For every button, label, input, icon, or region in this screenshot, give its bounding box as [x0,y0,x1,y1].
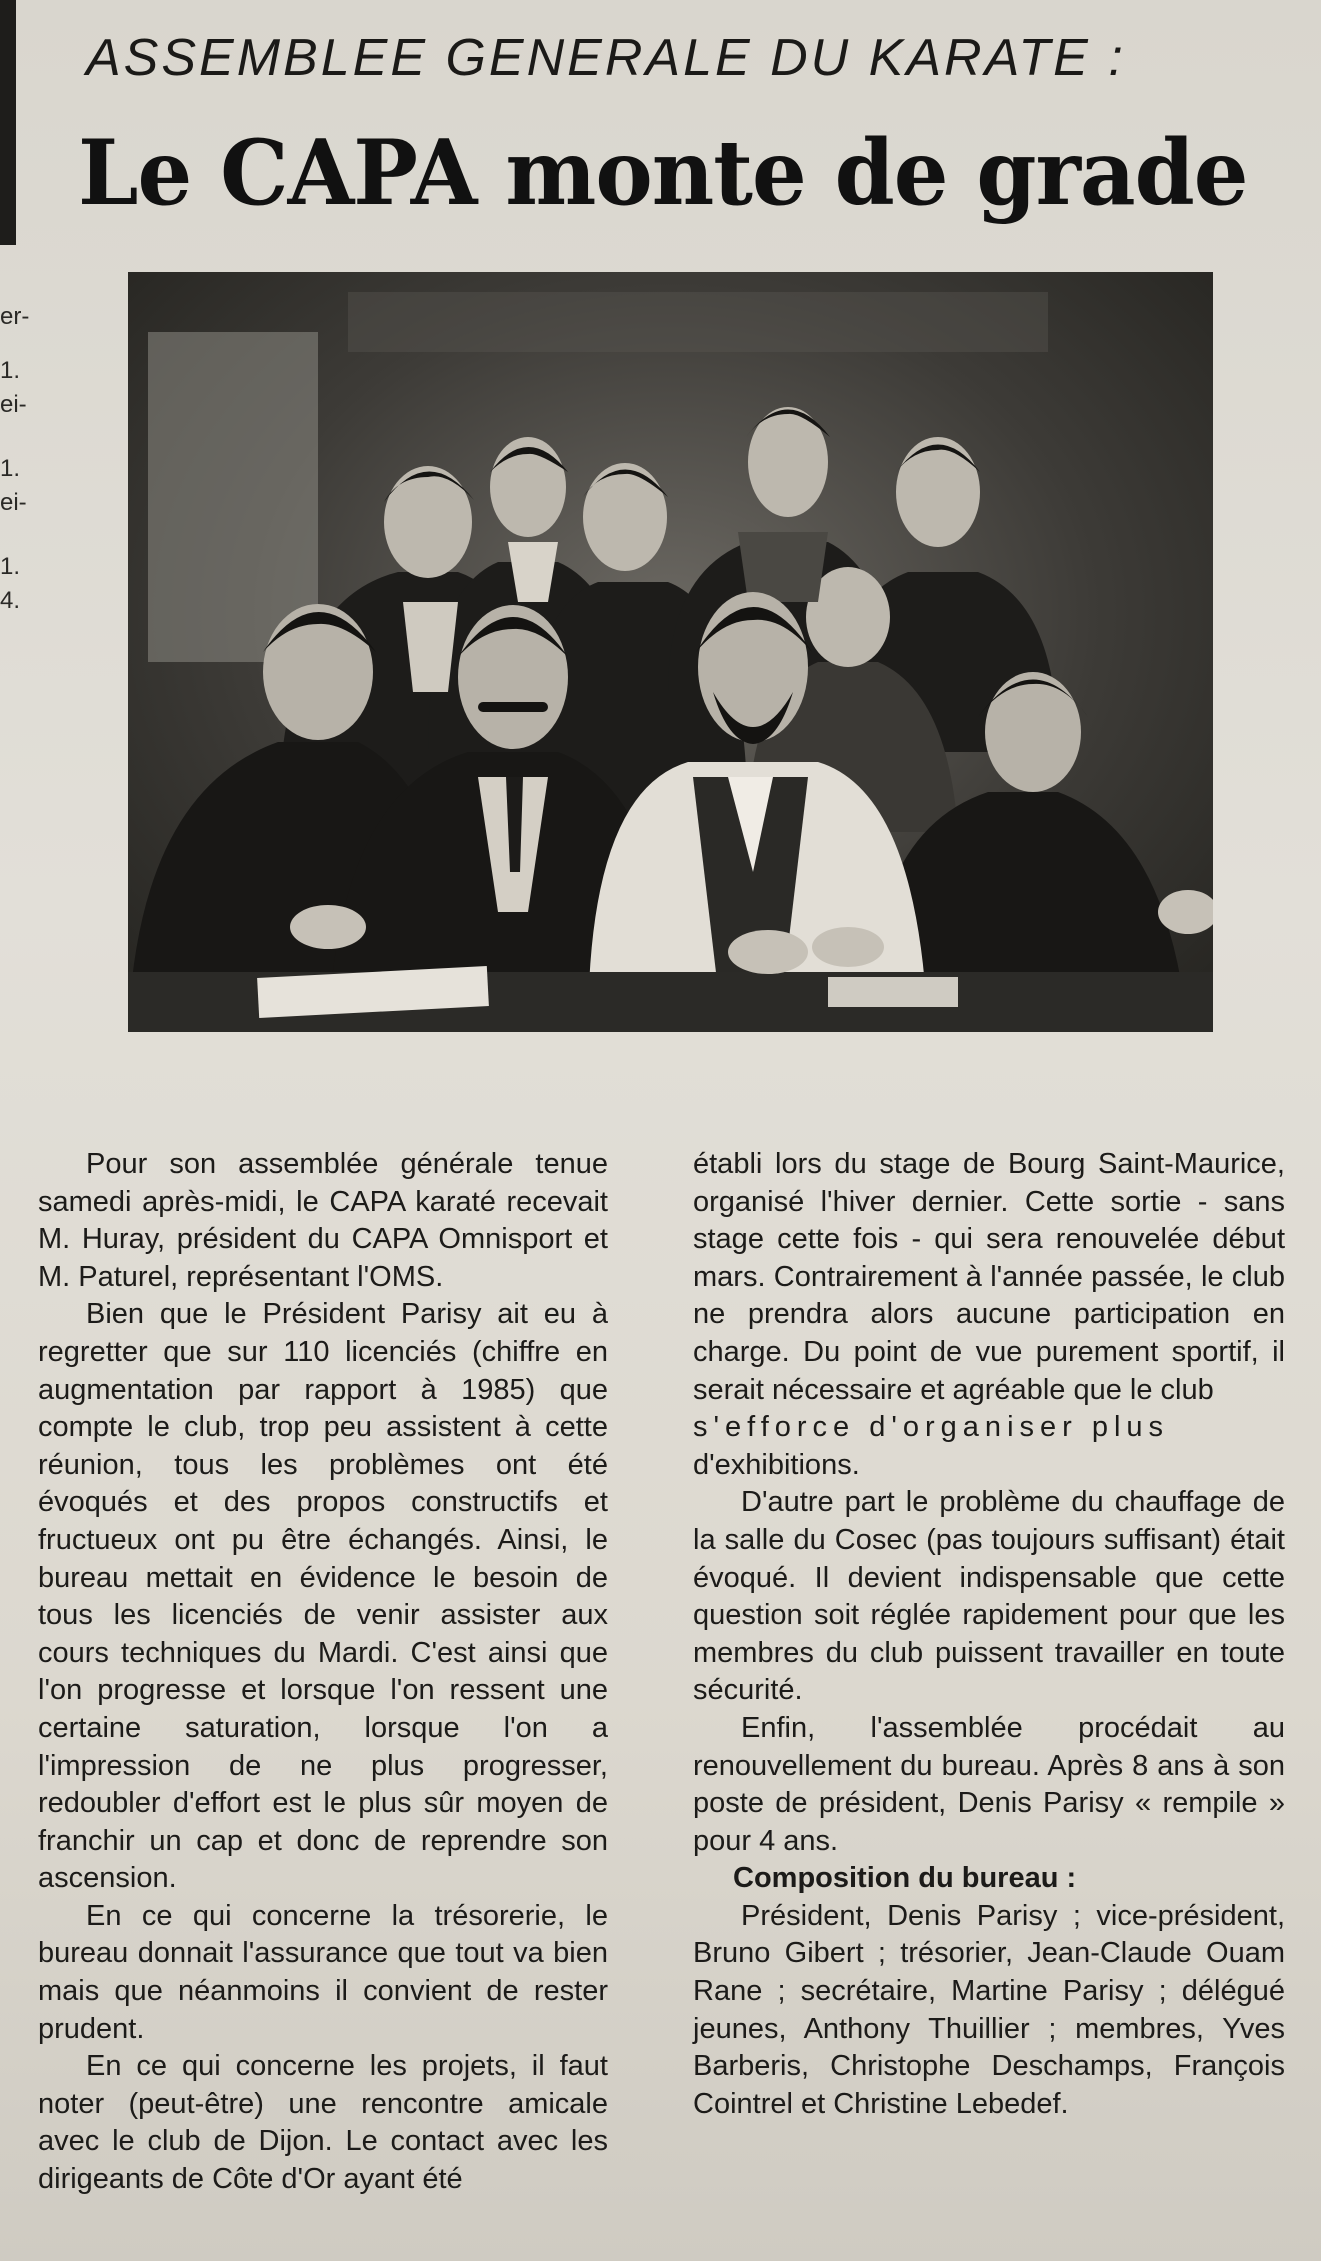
margin-fragment: 1. [0,553,21,580]
paragraph: En ce qui concerne la trésorerie, le bureau donnait l'assurance que tout va bien mais que néanmoins il convient de rester prudent. [38,1899,608,2045]
paragraph: Pour son assemblée générale tenue samedi après-midi, le CAPA karaté recevait M. Huray, président du CAPA Omnisport et M. Paturel, représentant l'OMS. [38,1148,608,1293]
paragraph: En ce qui concerne les projets, il faut noter (peut-être) une rencontre amicale avec le club de Dijon. Le contact avec les dirigeants de Côte d'Or ayant été [38,2050,608,2196]
margin-fragment: 1. [0,455,21,482]
adjacent-column-fragments [0,300,40,618]
paragraph-continuation-end: d'exhibitions. [693,1448,860,1481]
paragraph: D'autre part le problème du chauffage de la salle du Cosec (pas toujours suffisant) était évoqué. Il devient indispensable que cette question soit réglée rapidement pour que les membres du club puissent travailler en toute sécurité. [693,1486,1285,1707]
article-kicker: ASSEMBLEE GENERALE DU KARATE : [86,29,1126,87]
group-photo [128,272,1213,1032]
article-column-left [38,1146,608,2199]
paragraph: Bien que le Président Parisy ait eu à regretter que sur 110 licenciés (chiffre en augmentation par rapport à 1985) que compte le club, trop peu assistent à cette réunion, tous les problèmes ont été évoqués et des propos constructifs et fructueux ont pu être échangés. Ainsi, le bureau mettait en évidence le besoin de tous les licenciés de venir assister aux cours techniques du Mardi. C'est ainsi que l'on progresse et lorsque l'on ressent une certaine saturation, lorsque l'on a l'impression de ne plus progresser, redoubler d'effort est le plus sûr moyen de franchir un cap et donc de reprendre son ascension. [38,1298,608,1895]
margin-fragment: 4. [0,587,21,614]
adjacent-article-edge [0,0,16,245]
paragraph-continuation: établi lors du stage de Bourg Saint-Maurice, organisé l'hiver dernier. Cette sortie - sans stage cette fois - qui sera renouvelée début mars. Contrairement à l'année passée, le club ne prendra alors aucune participation en charge. Du point de vue purement sportif, il serait nécessaire et agréable que le club [693,1148,1285,1406]
paragraph: Président, Denis Parisy ; vice-président, Bruno Gibert ; trésorier, Jean-Claude Ouam Rane ; secrétaire, Martine Parisy ; délégué jeunes, Anthony Thuillier ; membres, Yves Barberis, Christophe Deschamps, François Cointrel et Christine Lebedef. [693,1899,1285,2120]
spaced-line: s'efforce d'organiser plus [693,1411,1170,1444]
article-column-right [693,1146,1285,2123]
group-photo-figures [128,272,1213,1032]
margin-fragment: er- [0,303,30,330]
margin-fragment: 1. [0,357,21,384]
margin-fragment: ei- [0,391,27,418]
article-headline: Le CAPA monte de grade [78,120,1248,227]
section-subhead: Composition du bureau : [733,1862,1077,1895]
paragraph: Enfin, l'assemblée procédait au renouvellement du bureau. Après 8 ans à son poste de président, Denis Parisy « rempile » pour 4 ans. [693,1711,1285,1857]
margin-fragment: ei- [0,489,27,516]
